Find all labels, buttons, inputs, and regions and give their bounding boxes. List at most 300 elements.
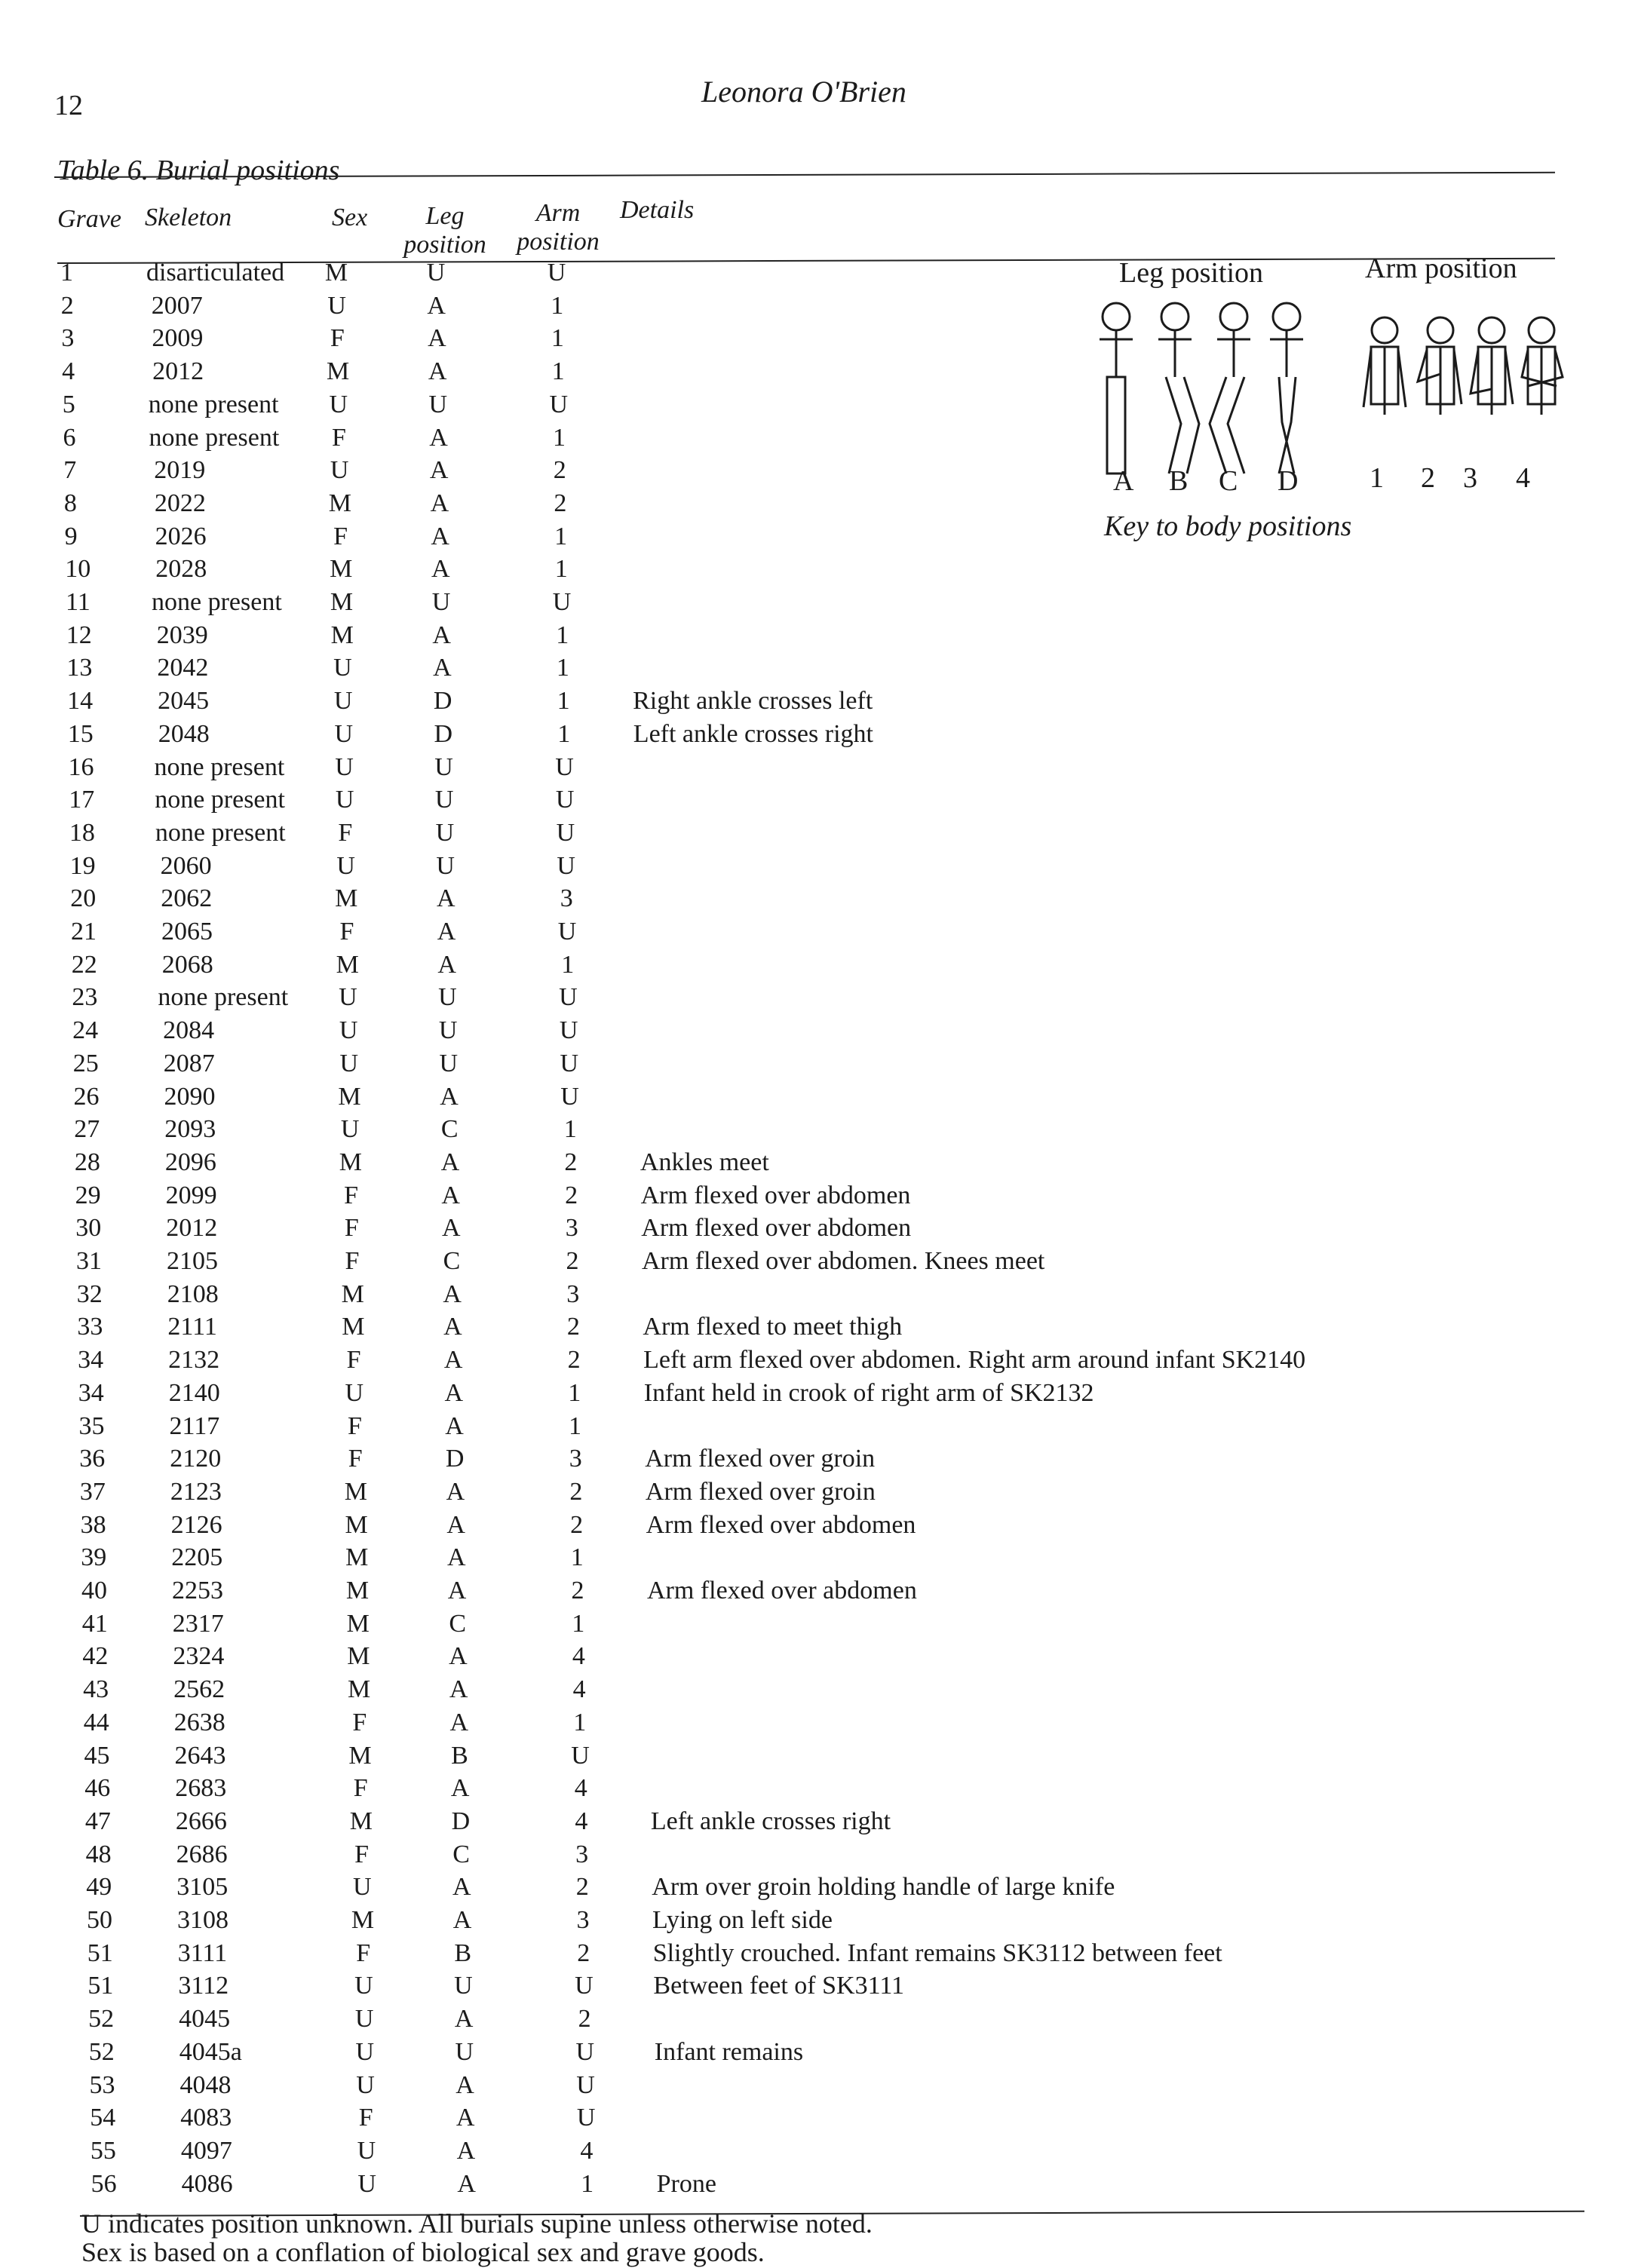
- cell-leg: A: [449, 1675, 468, 1704]
- cell-grave: 7: [63, 456, 77, 485]
- cell-details: Right ankle crosses left: [633, 687, 873, 716]
- cell-grave: 46: [84, 1774, 111, 1803]
- cell-grave: 12: [66, 621, 92, 649]
- cell-sex: M: [349, 1807, 373, 1835]
- header-grave: Grave: [57, 205, 121, 233]
- cell-grave: 13: [66, 654, 93, 682]
- cell-skeleton: 2045: [158, 687, 210, 716]
- cell-leg: A: [431, 555, 450, 584]
- cell-skeleton: 2068: [161, 950, 213, 979]
- cell-sex: F: [353, 1774, 368, 1803]
- cell-details: Left ankle crosses right: [633, 719, 873, 748]
- cell-grave: 35: [78, 1411, 105, 1440]
- cell-sex: U: [357, 2169, 376, 2198]
- cell-skeleton: 2111: [167, 1313, 217, 1341]
- cell-sex: F: [358, 2104, 373, 2132]
- cell-arm: 1: [572, 1609, 585, 1638]
- cell-grave: 33: [77, 1313, 103, 1341]
- cell-skeleton: 2638: [173, 1708, 225, 1736]
- key-letter-b: B: [1169, 465, 1189, 497]
- cell-grave: 11: [66, 588, 90, 616]
- cell-sex: M: [351, 1906, 375, 1934]
- running-head: Leonora O'Brien: [701, 75, 906, 109]
- cell-skeleton: disarticulated: [146, 259, 285, 287]
- cell-grave: 54: [90, 2104, 116, 2132]
- cell-skeleton: none present: [148, 390, 279, 418]
- cell-grave: 39: [81, 1543, 107, 1572]
- cell-skeleton: 2123: [170, 1477, 222, 1506]
- cell-leg: A: [452, 1873, 471, 1902]
- cell-skeleton: 2126: [170, 1510, 222, 1539]
- cell-sex: F: [348, 1411, 362, 1440]
- cell-skeleton: 4045: [179, 2005, 231, 2034]
- cell-sex: U: [335, 752, 354, 781]
- cell-skeleton: 2090: [164, 1082, 216, 1111]
- cell-skeleton: 2042: [157, 654, 209, 682]
- cell-arm: 1: [557, 719, 571, 748]
- cell-grave: 1: [60, 259, 73, 287]
- cell-details: Arm flexed to meet thigh: [643, 1313, 903, 1341]
- cell-skeleton: none present: [155, 786, 285, 814]
- key-leg-title: Leg position: [1119, 257, 1264, 289]
- cell-grave: 43: [83, 1675, 109, 1704]
- cell-leg: U: [431, 588, 451, 616]
- cell-leg: A: [445, 1411, 464, 1440]
- cell-arm: 3: [566, 1280, 580, 1308]
- arm-figure-4: [1522, 317, 1563, 415]
- cell-leg: D: [445, 1445, 465, 1473]
- cell-arm: 2: [564, 1148, 578, 1176]
- cell-sex: U: [330, 456, 349, 485]
- cell-skeleton: 2205: [171, 1543, 223, 1572]
- cell-arm: U: [557, 918, 577, 946]
- page-number: 12: [54, 90, 83, 121]
- cell-skeleton: none present: [158, 983, 289, 1012]
- cell-leg: A: [444, 1378, 464, 1407]
- cell-sex: U: [329, 390, 348, 418]
- cell-arm: 4: [575, 1807, 588, 1835]
- cell-skeleton: 2253: [172, 1577, 223, 1604]
- key-letter-a: A: [1113, 465, 1134, 497]
- cell-grave: 24: [72, 1016, 99, 1045]
- cell-skeleton: 2132: [168, 1346, 220, 1375]
- cell-skeleton: none present: [155, 818, 286, 847]
- cell-details: Lying on left side: [652, 1906, 833, 1934]
- cell-sex: M: [330, 555, 353, 584]
- cell-arm: 1: [563, 1115, 577, 1144]
- cell-sex: U: [354, 2005, 374, 2034]
- cell-sex: U: [333, 687, 353, 716]
- cell-grave: 3: [61, 324, 75, 353]
- cell-leg: A: [443, 1313, 462, 1341]
- cell-arm: 2: [578, 2005, 591, 2034]
- cell-arm: 2: [577, 1939, 590, 1967]
- cell-leg: A: [446, 1510, 465, 1539]
- cell-details: Ankles meet: [640, 1148, 769, 1176]
- cell-arm: U: [559, 1016, 578, 1045]
- cell-leg: A: [455, 2070, 474, 2099]
- cell-arm: 1: [570, 1543, 584, 1572]
- cell-arm: 3: [576, 1906, 590, 1934]
- cell-skeleton: 2105: [167, 1247, 218, 1275]
- cell-sex: U: [353, 1873, 372, 1902]
- body-position-key: [1086, 249, 1569, 565]
- cell-grave: 40: [81, 1577, 107, 1604]
- cell-arm: U: [576, 2104, 596, 2132]
- cell-skeleton: 2317: [172, 1609, 224, 1638]
- cell-sex: M: [336, 950, 359, 979]
- cell-skeleton: 2117: [169, 1411, 220, 1440]
- cell-arm: U: [547, 259, 566, 287]
- cell-sex: U: [355, 2037, 375, 2066]
- cell-grave: 52: [88, 2005, 115, 2034]
- header-skeleton: Skeleton: [145, 204, 232, 231]
- cell-arm: 4: [572, 1642, 585, 1671]
- cell-sex: F: [330, 324, 345, 353]
- cell-skeleton: 2019: [154, 456, 206, 485]
- cell-leg: A: [443, 1346, 463, 1375]
- cell-leg: D: [433, 687, 452, 716]
- leg-figure-a: [1100, 303, 1133, 474]
- cell-sex: U: [333, 654, 352, 682]
- cell-sex: F: [344, 1181, 359, 1209]
- cell-skeleton: 2093: [164, 1115, 216, 1144]
- cell-arm: 1: [569, 1411, 581, 1440]
- cell-sex: M: [347, 1675, 371, 1704]
- cell-sex: F: [348, 1445, 363, 1473]
- cell-sex: M: [342, 1313, 365, 1341]
- cell-sex: M: [335, 884, 358, 913]
- cell-skeleton: none present: [149, 423, 280, 452]
- cell-details: Arm over groin holding handle of large knife: [652, 1873, 1115, 1902]
- leg-figure-c: [1210, 303, 1250, 474]
- cell-leg: C: [440, 1115, 459, 1144]
- cell-arm: 2: [565, 1181, 578, 1209]
- cell-arm: U: [571, 1741, 590, 1770]
- cell-details: Prone: [656, 2169, 716, 2198]
- key-number-3: 3: [1463, 462, 1477, 494]
- cell-arm: 4: [574, 1774, 587, 1803]
- arm-figure-2: [1418, 317, 1462, 415]
- cell-arm: 1: [551, 357, 565, 386]
- cell-leg: C: [443, 1247, 461, 1275]
- cell-leg: U: [426, 259, 446, 287]
- cell-arm: U: [556, 818, 575, 847]
- cell-sex: U: [339, 1016, 358, 1045]
- cell-skeleton: none present: [154, 752, 285, 781]
- cell-skeleton: 2140: [168, 1378, 220, 1407]
- cell-arm: 2: [569, 1477, 583, 1506]
- cell-leg: A: [455, 2104, 475, 2132]
- cell-leg: A: [427, 291, 446, 320]
- cell-sex: M: [339, 1148, 362, 1176]
- cell-grave: 34: [78, 1346, 104, 1375]
- cell-leg: U: [439, 1049, 459, 1077]
- cell-arm: 2: [575, 1873, 589, 1902]
- cell-sex: U: [357, 2136, 376, 2165]
- cell-grave: 17: [69, 786, 95, 814]
- key-caption: Key to body positions: [1104, 510, 1352, 542]
- cell-grave: 30: [75, 1214, 102, 1243]
- cell-leg: A: [452, 1906, 472, 1934]
- cell-details: Slightly crouched. Infant remains SK3112 between feet: [652, 1939, 1222, 1967]
- cell-arm: 3: [565, 1214, 578, 1243]
- cell-arm: 3: [575, 1840, 589, 1868]
- cell-leg: A: [431, 522, 449, 550]
- cell-grave: 56: [90, 2169, 117, 2198]
- cell-skeleton: 2026: [155, 522, 207, 550]
- cell-arm: U: [575, 2037, 595, 2066]
- cell-sex: U: [327, 291, 346, 320]
- cell-skeleton: none present: [152, 588, 282, 616]
- cell-grave: 18: [69, 818, 95, 847]
- cell-arm: U: [555, 786, 575, 814]
- cell-sex: M: [344, 1477, 367, 1506]
- cell-skeleton: 2062: [161, 884, 213, 913]
- cell-skeleton: 2012: [166, 1214, 218, 1243]
- key-arm-title: Arm position: [1365, 253, 1517, 284]
- cell-grave: 19: [69, 851, 96, 880]
- cell-skeleton: 2686: [176, 1840, 228, 1868]
- cell-sex: F: [339, 918, 354, 946]
- cell-leg: A: [454, 2005, 474, 2034]
- cell-arm: 1: [568, 1378, 581, 1407]
- cell-sex: M: [330, 588, 354, 616]
- cell-grave: 45: [84, 1741, 110, 1770]
- cell-skeleton: 2009: [152, 324, 204, 353]
- cell-grave: 34: [78, 1378, 104, 1407]
- table-title: Table 6. Burial positions: [57, 155, 340, 186]
- cell-leg: A: [447, 1577, 467, 1604]
- cell-skeleton: 2084: [163, 1016, 215, 1045]
- cell-arm: 1: [553, 423, 566, 452]
- cell-leg: A: [457, 2169, 476, 2198]
- cell-sex: M: [345, 1510, 368, 1539]
- cell-leg: U: [435, 818, 455, 847]
- cell-leg: A: [450, 1774, 470, 1803]
- cell-leg: A: [441, 1181, 460, 1209]
- cell-skeleton: 2012: [152, 357, 204, 386]
- header-leg-position: Leg position: [403, 202, 486, 259]
- cell-leg: U: [454, 1972, 473, 2000]
- cell-skeleton: 2562: [173, 1675, 225, 1704]
- cell-skeleton: 2022: [154, 489, 206, 517]
- cell-details: Arm flexed over abdomen: [647, 1577, 917, 1604]
- cell-sex: F: [354, 1840, 370, 1868]
- cell-grave: 28: [74, 1148, 100, 1176]
- cell-leg: C: [449, 1609, 467, 1638]
- cell-skeleton: 2087: [163, 1049, 215, 1077]
- cell-sex: F: [346, 1346, 361, 1375]
- cell-leg: A: [440, 1148, 460, 1176]
- cell-skeleton: 3112: [178, 1972, 229, 2000]
- cell-leg: C: [452, 1840, 470, 1868]
- cell-sex: U: [336, 851, 355, 880]
- cell-leg: A: [449, 1642, 468, 1671]
- cell-grave: 36: [79, 1445, 106, 1473]
- cell-grave: 53: [89, 2070, 115, 2099]
- cell-leg: U: [438, 1016, 458, 1045]
- cell-skeleton: 2108: [167, 1280, 219, 1308]
- cell-leg: A: [447, 1543, 466, 1572]
- cell-grave: 50: [87, 1906, 112, 1934]
- cell-leg: U: [434, 786, 454, 814]
- key-letter-d: D: [1278, 465, 1299, 497]
- cell-arm: 1: [557, 687, 570, 716]
- cell-skeleton: 2099: [165, 1181, 217, 1209]
- cell-leg: A: [442, 1214, 461, 1243]
- cell-skeleton: 3111: [177, 1939, 228, 1967]
- header-sex: Sex: [332, 204, 368, 231]
- cell-leg: B: [454, 1939, 472, 1967]
- cell-leg: A: [443, 1280, 462, 1308]
- key-number-4: 4: [1516, 462, 1530, 494]
- cell-grave: 25: [72, 1049, 99, 1077]
- cell-skeleton: 2028: [155, 555, 207, 584]
- cell-grave: 2: [60, 291, 74, 320]
- cell-arm: U: [552, 588, 572, 616]
- cell-grave: 41: [81, 1609, 108, 1638]
- cell-sex: U: [354, 1972, 373, 2000]
- cell-sex: F: [352, 1708, 367, 1736]
- cell-arm: 1: [581, 2169, 594, 2198]
- cell-skeleton: 2096: [164, 1148, 216, 1176]
- cell-arm: 1: [556, 654, 569, 682]
- cell-sex: F: [356, 1939, 371, 1967]
- cell-leg: B: [451, 1741, 468, 1770]
- arm-figure-1: [1363, 317, 1406, 415]
- cell-leg: U: [428, 390, 448, 418]
- cell-arm: 1: [554, 522, 568, 550]
- cell-sex: M: [341, 1280, 364, 1308]
- cell-sex: F: [338, 818, 353, 847]
- cell-leg: A: [429, 423, 448, 452]
- table-footnote: U indicates position unknown. All burials supine unless otherwise noted.: [81, 2208, 873, 2239]
- cell-sex: M: [345, 1543, 369, 1572]
- cell-leg: A: [429, 456, 449, 485]
- cell-sex: F: [345, 1247, 360, 1275]
- cell-grave: 48: [85, 1840, 112, 1868]
- cell-sex: U: [339, 983, 357, 1012]
- cell-arm: 2: [570, 1510, 584, 1539]
- cell-skeleton: 3108: [177, 1906, 229, 1934]
- cell-arm: 2: [567, 1346, 581, 1375]
- cell-leg: U: [455, 2037, 474, 2066]
- cell-sex: M: [348, 1741, 372, 1770]
- cell-grave: 29: [75, 1181, 101, 1209]
- cell-details: Arm flexed over abdomen: [640, 1181, 911, 1209]
- cell-arm: 1: [556, 621, 569, 649]
- cell-grave: 4: [62, 357, 75, 386]
- cell-leg: U: [436, 851, 455, 880]
- cell-details: Infant held in crook of right arm of SK2132: [643, 1378, 1094, 1407]
- cell-sex: U: [335, 786, 354, 814]
- cell-leg: A: [446, 1477, 465, 1506]
- cell-sex: M: [328, 489, 351, 517]
- cell-sex: F: [333, 522, 348, 550]
- cell-leg: U: [434, 752, 453, 781]
- cell-grave: 51: [87, 1939, 113, 1967]
- cell-leg: A: [433, 654, 452, 682]
- cell-arm: 4: [580, 2136, 594, 2165]
- cell-arm: U: [576, 2070, 595, 2099]
- cell-leg: A: [437, 950, 456, 979]
- cell-grave: 49: [86, 1873, 112, 1902]
- cell-grave: 22: [71, 950, 97, 979]
- cell-leg: A: [440, 1082, 459, 1111]
- cell-leg: A: [430, 489, 449, 517]
- cell-skeleton: 4083: [180, 2104, 232, 2132]
- cell-grave: 10: [65, 555, 91, 584]
- cell-arm: U: [575, 1972, 594, 2000]
- cell-arm: 4: [572, 1675, 586, 1704]
- cell-sex: U: [339, 1049, 359, 1077]
- cell-leg: A: [437, 884, 455, 913]
- cell-arm: 1: [573, 1708, 587, 1736]
- cell-arm: 3: [560, 884, 573, 913]
- cell-arm: U: [555, 752, 574, 781]
- cell-arm: U: [560, 1082, 579, 1111]
- cell-arm: U: [557, 851, 575, 880]
- key-number-2: 2: [1421, 462, 1435, 494]
- cell-leg: A: [432, 621, 451, 649]
- cell-grave: 37: [79, 1477, 106, 1506]
- cell-skeleton: 2120: [170, 1445, 222, 1473]
- cell-grave: 32: [76, 1280, 103, 1308]
- cell-arm: U: [559, 983, 578, 1012]
- table-footnote-2: Sex is based on a conflation of biological sex and grave goods.: [81, 2237, 765, 2267]
- arm-figure-3: [1471, 317, 1513, 415]
- cell-leg: A: [437, 918, 456, 946]
- cell-details: Left ankle crosses right: [650, 1807, 891, 1835]
- cell-skeleton: 2683: [175, 1774, 227, 1803]
- cell-arm: U: [549, 390, 569, 418]
- cell-skeleton: 3105: [176, 1873, 229, 1902]
- cell-sex: F: [332, 423, 346, 452]
- cell-details: Infant remains: [654, 2037, 804, 2066]
- cell-skeleton: 2007: [151, 291, 203, 320]
- key-number-1: 1: [1370, 462, 1384, 494]
- cell-details: Arm flexed over abdomen: [641, 1214, 912, 1243]
- cell-skeleton: 2048: [158, 719, 210, 748]
- cell-sex: M: [338, 1082, 361, 1111]
- cell-arm: 1: [554, 555, 568, 584]
- cell-sex: F: [344, 1214, 359, 1243]
- cell-skeleton: 4097: [180, 2136, 232, 2165]
- cell-sex: M: [324, 259, 348, 287]
- header-details: Details: [620, 196, 695, 224]
- cell-grave: 52: [88, 2037, 115, 2066]
- cell-leg: A: [428, 357, 447, 386]
- cell-grave: 26: [73, 1082, 100, 1111]
- cell-grave: 8: [63, 489, 77, 517]
- cell-arm: 1: [551, 324, 564, 353]
- cell-grave: 23: [72, 983, 98, 1012]
- cell-grave: 6: [63, 423, 76, 452]
- cell-details: Arm flexed over abdomen: [646, 1510, 916, 1539]
- cell-grave: 47: [84, 1807, 111, 1835]
- cell-arm: 1: [551, 291, 564, 320]
- cell-grave: 9: [64, 522, 78, 550]
- cell-grave: 21: [71, 918, 97, 946]
- cell-sex: U: [345, 1378, 364, 1407]
- leg-figure-b: [1158, 303, 1199, 474]
- cell-arm: 1: [561, 950, 575, 979]
- cell-sex: U: [340, 1115, 360, 1144]
- cell-grave: 27: [74, 1115, 100, 1144]
- cell-details: Between feet of SK3111: [653, 1972, 905, 2000]
- cell-arm: 2: [566, 1313, 580, 1341]
